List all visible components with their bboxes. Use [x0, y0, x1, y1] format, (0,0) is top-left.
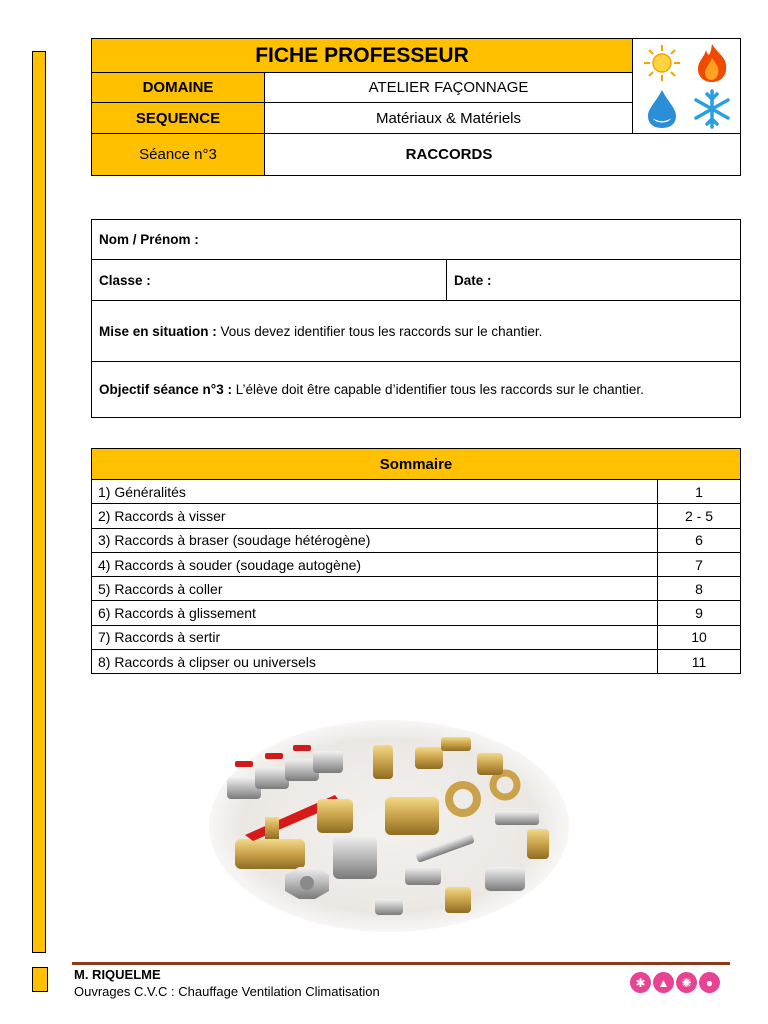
- sommaire-table: [91, 448, 741, 674]
- snowflake-icon: [691, 88, 733, 130]
- sun-icon: ✺: [676, 972, 697, 993]
- sequence-label: SEQUENCE: [92, 103, 265, 133]
- footer-author: M. RIQUELME: [74, 967, 161, 982]
- sommaire-title: Sommaire: [92, 449, 741, 480]
- icons-cell: [633, 39, 741, 134]
- table-row[interactable]: [92, 480, 741, 504]
- table-row[interactable]: [92, 528, 741, 552]
- footer-divider: [72, 962, 730, 965]
- classe-field[interactable]: [92, 260, 447, 301]
- table-row[interactable]: [92, 601, 741, 625]
- seance-label: Séance n°3: [92, 133, 265, 175]
- classe-label: Classe :: [99, 272, 151, 288]
- nom-label: Nom / Prénom :: [99, 232, 199, 247]
- footer-subtitle: Ouvrages C.V.C : Chauffage Ventilation Climatisation: [74, 984, 380, 999]
- table-row[interactable]: [92, 504, 741, 528]
- seance-value: RACCORDS: [265, 133, 741, 175]
- row-page: 2 - 5: [658, 504, 741, 528]
- water-drop-icon: [644, 88, 680, 130]
- row-label: 2) Raccords à visser: [92, 504, 658, 528]
- mise-text: Vous devez identifier tous les raccords sur le chantier.: [216, 323, 543, 339]
- student-info-table: [91, 219, 741, 418]
- nom-field[interactable]: [92, 220, 741, 260]
- side-square: [32, 967, 48, 992]
- row-page: 6: [658, 528, 741, 552]
- row-page: 9: [658, 601, 741, 625]
- table-row[interactable]: [92, 577, 741, 601]
- sequence-value: Matériaux & Matériels: [265, 103, 633, 133]
- table-row[interactable]: [92, 552, 741, 576]
- footer-icons: [630, 972, 740, 998]
- row-label: 3) Raccords à braser (soudage hétérogène): [92, 528, 658, 552]
- objectif-label: Objectif séance n°3 :: [99, 382, 232, 397]
- row-page: 1: [658, 480, 741, 504]
- mise-label: Mise en situation :: [99, 323, 217, 339]
- domaine-value: ATELIER FAÇONNAGE: [265, 73, 633, 103]
- table-row[interactable]: [92, 650, 741, 674]
- date-field[interactable]: [447, 260, 741, 301]
- objectif-text: L’élève doit être capable d’identifier tous les raccords sur le chantier.: [231, 382, 644, 397]
- row-page: 11: [658, 650, 741, 674]
- side-bar: [32, 51, 46, 953]
- water-drop-icon: ●: [699, 972, 720, 993]
- sun-icon: [640, 43, 684, 83]
- mise-en-situation: [92, 301, 741, 362]
- table-row[interactable]: [92, 625, 741, 649]
- header-table: [91, 38, 741, 176]
- row-page: 10: [658, 625, 741, 649]
- fire-icon: ▲: [653, 972, 674, 993]
- row-page: 7: [658, 552, 741, 576]
- date-label: Date :: [454, 272, 492, 288]
- row-label: 6) Raccords à glissement: [92, 601, 658, 625]
- row-page: 8: [658, 577, 741, 601]
- row-label: 8) Raccords à clipser ou universels: [92, 650, 658, 674]
- row-label: 1) Généralités: [92, 480, 658, 504]
- fittings-photo: [205, 717, 573, 935]
- page-title: FICHE PROFESSEUR: [92, 39, 633, 73]
- row-label: 5) Raccords à coller: [92, 577, 658, 601]
- domaine-label: DOMAINE: [92, 73, 265, 103]
- row-label: 4) Raccords à souder (soudage autogène): [92, 552, 658, 576]
- row-label: 7) Raccords à sertir: [92, 625, 658, 649]
- objectif: [92, 362, 741, 418]
- fire-icon: [692, 42, 732, 84]
- snowflake-icon: ✱: [630, 972, 651, 993]
